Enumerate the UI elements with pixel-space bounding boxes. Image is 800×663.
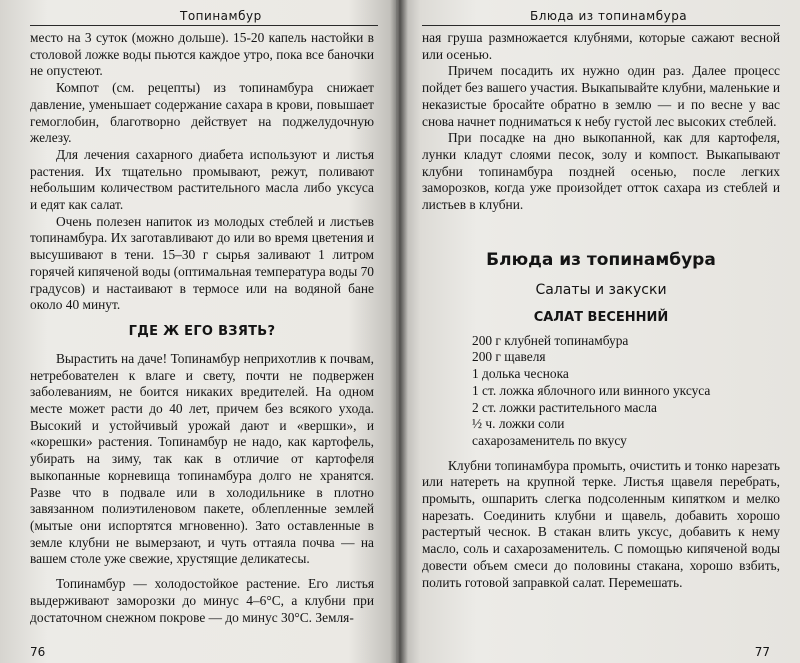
left-paragraph-1: место на 3 суток (можно дольше). 15-20 капель настойки в столовой ложке воды пьются каждое утро, пока все баночки не опустеют. — [30, 30, 375, 79]
ingredient-item: 1 ст. ложка яблочного или винного уксуса — [472, 382, 711, 398]
left-page — [0, 0, 396, 663]
subsection-title: Салаты и закуски — [535, 281, 667, 298]
right-page-number: 77 — [754, 645, 770, 659]
left-page-number: 76 — [30, 645, 46, 659]
left-paragraph-2: Компот (см. рецепты) из топинамбура снижает давление, уменьшает содержание сахара в крови, повышает гемоглобин, благотворно действует на поджелудочную железу. — [30, 80, 374, 146]
recipe-title: САЛАТ ВЕСЕННИЙ — [533, 309, 669, 325]
right-paragraph-1: ная груша размножается клубнями, которые сажают весной или осенью. — [422, 30, 780, 62]
ingredient-item: 200 г щавеля — [472, 349, 546, 365]
left-running-head: Топинамбур — [30, 6, 378, 26]
recipe-instructions: Клубни топинамбура промыть, очистить и тонко нарезать или натереть на крупной терке. Листья щавеля перебрать, промыть, ошпарить слегка подсоленным кипятком и мелко нарезать. Соединить клубни и щавель, добавить хорошо растертый чеснок. В стакан влить уксус, добавить к нему масло, соль и сахарозаменитель. С помощью кипяченой воды довести объем смеси до половины стакана, хорошо взбить, полить готовой заправкой салат. Перемешать. — [422, 457, 780, 590]
ingredient-item: сахарозаменитель по вкусу — [472, 432, 627, 448]
ingredient-item: 2 ст. ложки растительного масла — [472, 399, 657, 415]
left-section-heading: ГДЕ Ж ЕГО ВЗЯТЬ? — [128, 323, 276, 339]
left-paragraph-5: Вырастить на даче! Топинамбур неприхотлив к почвам, нетребователен к влаге и свету, почти не подвержен заболеваниям, не боится никаких вредителей. На одном месте может расти до 40 лет, причем без всякого ухода. Высокий и устойчивый урожай дают и «вершки», и «корешки» растения. Топинамбур не надо, как картофель, убирать на зиму, так как в отличие от картофеля выкопанные корневища топинамбура долго не хранятся. Разве что в подвале или в холодильнике в плотно завязанном полиэтиленовом пакете, облепленные землей (мытые они испортятся мгновенно). Зато оставленные в земле клубни не вымерзают, и чуть оттаяла почва — на вашем столе уже свежие, хрустящие деликатесы. — [30, 350, 374, 567]
chapter-title: Блюда из топинамбура — [486, 249, 716, 270]
right-running-head: Блюда из топинамбура — [422, 6, 780, 26]
ingredient-item: 1 долька чеснока — [472, 366, 569, 382]
left-paragraph-3: Для лечения сахарного диабета используют и листья растения. Их тщательно промывают, режут, поливают небольшим количеством растительного масла либо уксуса и едят как салат. — [30, 146, 374, 213]
left-paragraph-6: Топинамбур — холодостойкое растение. Его листья выдерживают заморозки до минус 4–6°С, а клубни при достаточном снежном покрове — до минус 30°С. Земля- — [30, 576, 374, 625]
right-paragraph-3: При посадке на дно выкопанной, как для картофеля, лунки кладут слоями песок, золу и компост. Выкапывают клубни топинамбура поздней осенью, после легких заморозков, когда уже произойдет отток сахара из стеблей и листьев в клубни. — [422, 130, 780, 213]
ingredient-item: 200 г клубней топинамбура — [472, 332, 629, 348]
right-paragraph-2: Причем посадить их нужно один раз. Далее процесс пойдет без вашего участия. Выкапывайте клубни, маленькие и неказистые бросайте обратно в землю — и по весне у вас снова начнет подниматься к небу густой лес высоких стеблей. — [422, 63, 780, 129]
ingredient-item: ½ ч. ложки соли — [472, 416, 565, 432]
paragraph-gap — [30, 568, 374, 576]
right-page — [396, 0, 800, 663]
ingredient-list — [472, 333, 780, 450]
left-paragraph-4: Очень полезен напиток из молодых стеблей и листьев топинамбура. Их заготавливают до или во время цветения и высушивают в тени. 15–30 г сырья заливают 1 литром горячей кипяченой воды (оптимальная температура воды 70 градусов) и настаивают в термосе или на водяной бане около 40 минут. — [30, 213, 374, 313]
